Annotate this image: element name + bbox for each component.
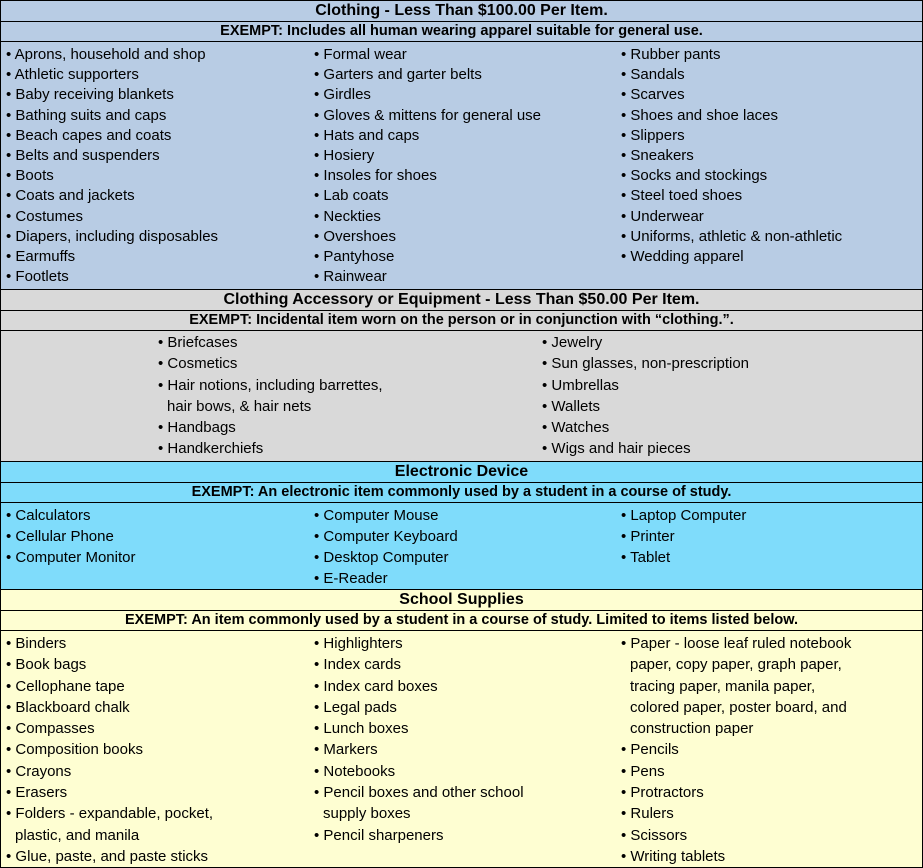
list-item: • Slippers [621, 126, 685, 144]
list-item: • Watches [542, 419, 610, 437]
list-item: • Boots [6, 167, 54, 185]
list-item: • Book bags [6, 656, 87, 674]
list-item: • Belts and suspenders [6, 147, 160, 165]
list-item: • Athletic supporters [6, 66, 139, 84]
item-column [621, 505, 746, 568]
list-item: • Markers [314, 741, 378, 759]
list-item: • Shoes and shoe laces [621, 106, 779, 124]
list-item: • Girdles [314, 86, 371, 104]
list-item: • Beach capes and coats [6, 126, 172, 144]
item-column [542, 332, 749, 460]
list-item: • Footlets [6, 268, 69, 286]
list-item: • Aprons, household and shop [6, 46, 206, 63]
item-column [6, 505, 135, 568]
list-item: • Rainwear [314, 268, 387, 286]
list-item: • Rulers [621, 805, 674, 823]
list-item: • Sandals [621, 66, 685, 84]
list-item: • Earmuffs [6, 248, 76, 266]
list-item: • Socks and stockings [621, 167, 768, 185]
list-item: • E-Reader [314, 570, 388, 587]
section-items [1, 503, 922, 590]
list-item: • Handbags [158, 419, 236, 437]
list-item: • Compasses [6, 720, 95, 738]
section-title: Clothing - Less Than $100.00 Per Item. [1, 1, 922, 22]
list-item: • Pencil sharpeners [314, 826, 444, 844]
list-item: • Computer Monitor [6, 549, 136, 566]
list-item: • Binders [6, 635, 67, 652]
list-item: • Cosmetics [158, 355, 238, 373]
list-item: • Hair notions, including barrettes, [158, 376, 383, 394]
list-item: • Uniforms, athletic & non-athletic [621, 227, 843, 245]
list-item: • Crayons [6, 762, 72, 780]
list-item: • Writing tablets [621, 847, 726, 865]
list-item: • Scarves [621, 86, 685, 104]
list-item: • Diapers, including disposables [6, 227, 219, 245]
list-item: hair bows, & hair nets [167, 397, 312, 415]
list-item: • Cellular Phone [6, 528, 114, 545]
list-item: • Computer Keyboard [314, 528, 458, 545]
list-item: • Overshoes [314, 227, 396, 245]
list-item: • Pencil boxes and other school [314, 784, 524, 802]
list-item: • Laptop Computer [621, 507, 747, 524]
list-item: • Neckties [314, 207, 381, 225]
item-column [314, 505, 458, 589]
list-item: • Erasers [6, 784, 68, 802]
list-item: • Rubber pants [621, 46, 721, 63]
list-item: • Sneakers [621, 147, 694, 165]
list-item: paper, copy paper, graph paper, [630, 656, 842, 674]
section-items [1, 42, 922, 290]
list-item: • Printer [621, 528, 675, 545]
list-item: • Hats and caps [314, 126, 420, 144]
item-column [314, 633, 524, 846]
list-item: • Folders - expandable, pocket, [6, 805, 214, 823]
electronic-device-section [1, 462, 922, 590]
section-subtitle: EXEMPT: An electronic item commonly used by a student in a course of study. [1, 483, 922, 503]
school-supplies-section [1, 590, 922, 867]
list-item: • Wallets [542, 397, 601, 415]
list-item: • Garters and garter belts [314, 66, 482, 84]
list-item: tracing paper, manila paper, [630, 677, 816, 695]
list-item: supply boxes [323, 805, 411, 823]
list-item: • Lunch boxes [314, 720, 409, 738]
list-item: • Wigs and hair pieces [542, 440, 691, 458]
list-item: construction paper [630, 720, 754, 738]
list-item: • Protractors [621, 784, 704, 802]
list-item: plastic, and manila [15, 826, 140, 844]
item-column [621, 45, 842, 267]
list-item: • Calculators [6, 507, 91, 524]
list-item: • Baby receiving blankets [6, 86, 174, 104]
list-item: • Coats and jackets [6, 187, 135, 205]
clothing-section [1, 1, 922, 290]
list-item: • Costumes [6, 207, 83, 225]
list-item: • Hosiery [314, 147, 375, 165]
list-item: • Briefcases [158, 334, 238, 351]
list-item: • Bathing suits and caps [6, 106, 167, 124]
section-title: School Supplies [1, 590, 922, 611]
section-subtitle: EXEMPT: An item commonly used by a student in a course of study. Limited to items listed below. [1, 611, 922, 631]
section-subtitle: EXEMPT: Incidental item worn on the person or in conjunction with “clothing.”. [1, 311, 922, 331]
list-item: • Legal pads [314, 698, 397, 716]
list-item: • Cellophane tape [6, 677, 125, 695]
section-items [1, 331, 922, 462]
list-item: • Wedding apparel [621, 248, 744, 266]
list-item: • Handkerchiefs [158, 440, 264, 458]
list-item: • Lab coats [314, 187, 389, 205]
list-item: • Steel toed shoes [621, 187, 743, 205]
list-item: • Blackboard chalk [6, 698, 130, 716]
list-item: • Notebooks [314, 762, 396, 780]
list-item: colored paper, poster board, and [630, 698, 847, 716]
item-column [158, 332, 383, 460]
section-items [1, 631, 922, 867]
item-column [621, 633, 851, 867]
list-item: • Insoles for shoes [314, 167, 437, 185]
list-item: • Pantyhose [314, 248, 395, 266]
list-item: • Composition books [6, 741, 143, 759]
list-item: • Jewelry [542, 334, 603, 351]
list-item: • Scissors [621, 826, 688, 844]
list-item: • Underwear [621, 207, 704, 225]
item-column [314, 45, 541, 287]
list-item: • Desktop Computer [314, 549, 449, 566]
list-item: • Pencils [621, 741, 679, 759]
list-item: • Tablet [621, 549, 671, 566]
list-item: • Highlighters [314, 635, 403, 652]
section-title: Clothing Accessory or Equipment - Less Than $50.00 Per Item. [1, 290, 922, 311]
section-subtitle: EXEMPT: Includes all human wearing apparel suitable for general use. [1, 22, 922, 42]
item-column [6, 633, 213, 867]
list-item: • Gloves & mittens for general use [314, 106, 542, 124]
list-item: • Umbrellas [542, 376, 619, 394]
list-item: • Sun glasses, non-prescription [542, 355, 750, 373]
list-item: • Computer Mouse [314, 507, 439, 524]
section-title: Electronic Device [1, 462, 922, 483]
clothing-accessory-section [1, 290, 922, 462]
list-item: • Formal wear [314, 46, 407, 63]
list-item: • Index cards [314, 656, 401, 674]
item-column [6, 45, 218, 287]
list-item: • Pens [621, 762, 665, 780]
list-item: • Index card boxes [314, 677, 438, 695]
list-item: • Paper - loose leaf ruled notebook [621, 635, 852, 652]
list-item: • Glue, paste, and paste sticks [6, 847, 209, 865]
